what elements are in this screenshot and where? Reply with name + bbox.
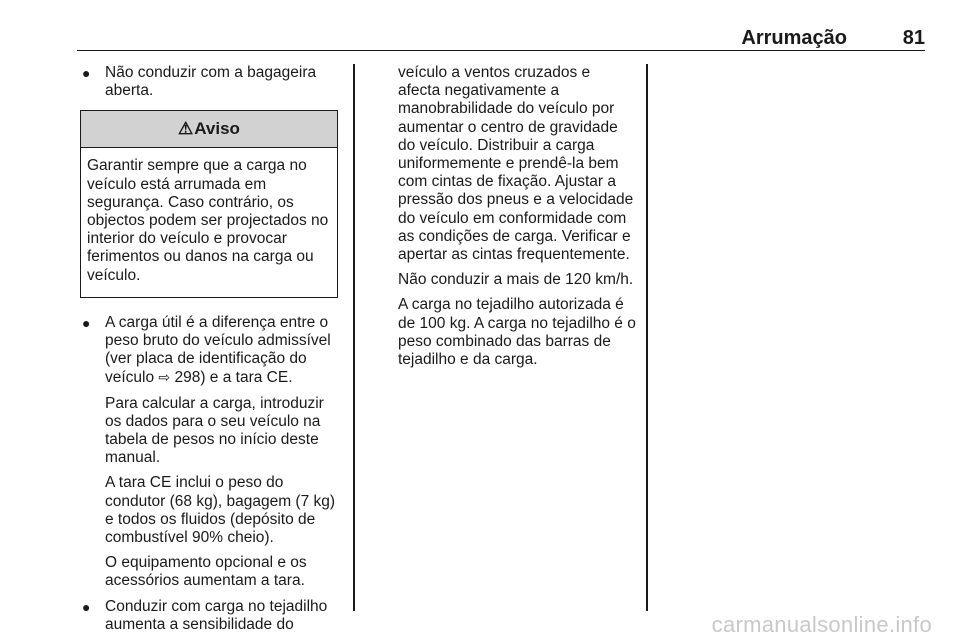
bullet-text-part: A carga útil é a diferença entre o peso bruto do veículo admissível (ver placa de identificação do veículo [105,313,331,387]
warning-body: Garantir sempre que a carga no veículo está arrumada em segurança. Caso contrário, os objectos podem ser projectados no interior do veículo e provocar ferimentos ou danos na carga ou veículo. [87,157,329,284]
left-column [80,64,342,634]
bullet-text [105,314,342,388]
list-item [80,598,342,634]
bullet-subparagraph: A tara CE inclui o peso do condutor (68 kg), bagagem (7 kg) e todos os fluidos (depósito de combustível 90% cheio). [105,474,336,547]
warning-triangle-icon: ⚠ [178,119,194,139]
bullet-subparagraph: Para calcular a carga, introduzir os dados para o seu veículo na tabela de pesos no início deste manual. [105,394,324,467]
bullet-icon: ● [82,598,91,615]
paragraph: veículo a ventos cruzados e afecta negativamente a manobrabilidade do veículo por aumentar o centro de gravidade do veículo. Distribuir a carga uniformemente e prendê-la bem com cintas de fixação. Ajustar a pressão dos pneus e a velocidade do veículo em conformidade com as condições de carga. Verificar e apertar as cintas frequentemente. [398,64,634,264]
paragraph: Não conduzir a mais de 120 km/h. [398,271,634,289]
page-reference-icon: ⇨ [158,369,171,386]
column-divider-left [353,64,355,611]
watermark: carmanualsonline.info [711,612,932,637]
paragraph: A carga no tejadilho autorizada é de 100 kg. A carga no tejadilho é o peso combinado das barras de tejadilho e da carga. [398,296,636,369]
page-number: 81 [902,27,925,49]
section-title: Arrumação [741,27,847,49]
list-item [80,314,342,591]
list-item [80,64,342,100]
column-divider-right [646,64,648,611]
bullet-text-part: 298) e a tara CE. [170,369,293,387]
bullet-icon: ● [82,314,91,331]
bullet-subparagraph: O equipamento opcional e os acessórios aumentam a tara. [105,554,307,590]
bullet-icon: ● [82,65,91,81]
bullet-text: Conduzir com carga no tejadilho aumenta a sensibilidade do [105,597,328,633]
warning-title: Aviso [194,119,240,139]
bullet-text: Não conduzir com a bagageira aberta. [105,64,317,100]
page-header [77,26,925,51]
middle-column [398,64,636,369]
warning-header [81,111,337,148]
warning-box [80,110,338,297]
